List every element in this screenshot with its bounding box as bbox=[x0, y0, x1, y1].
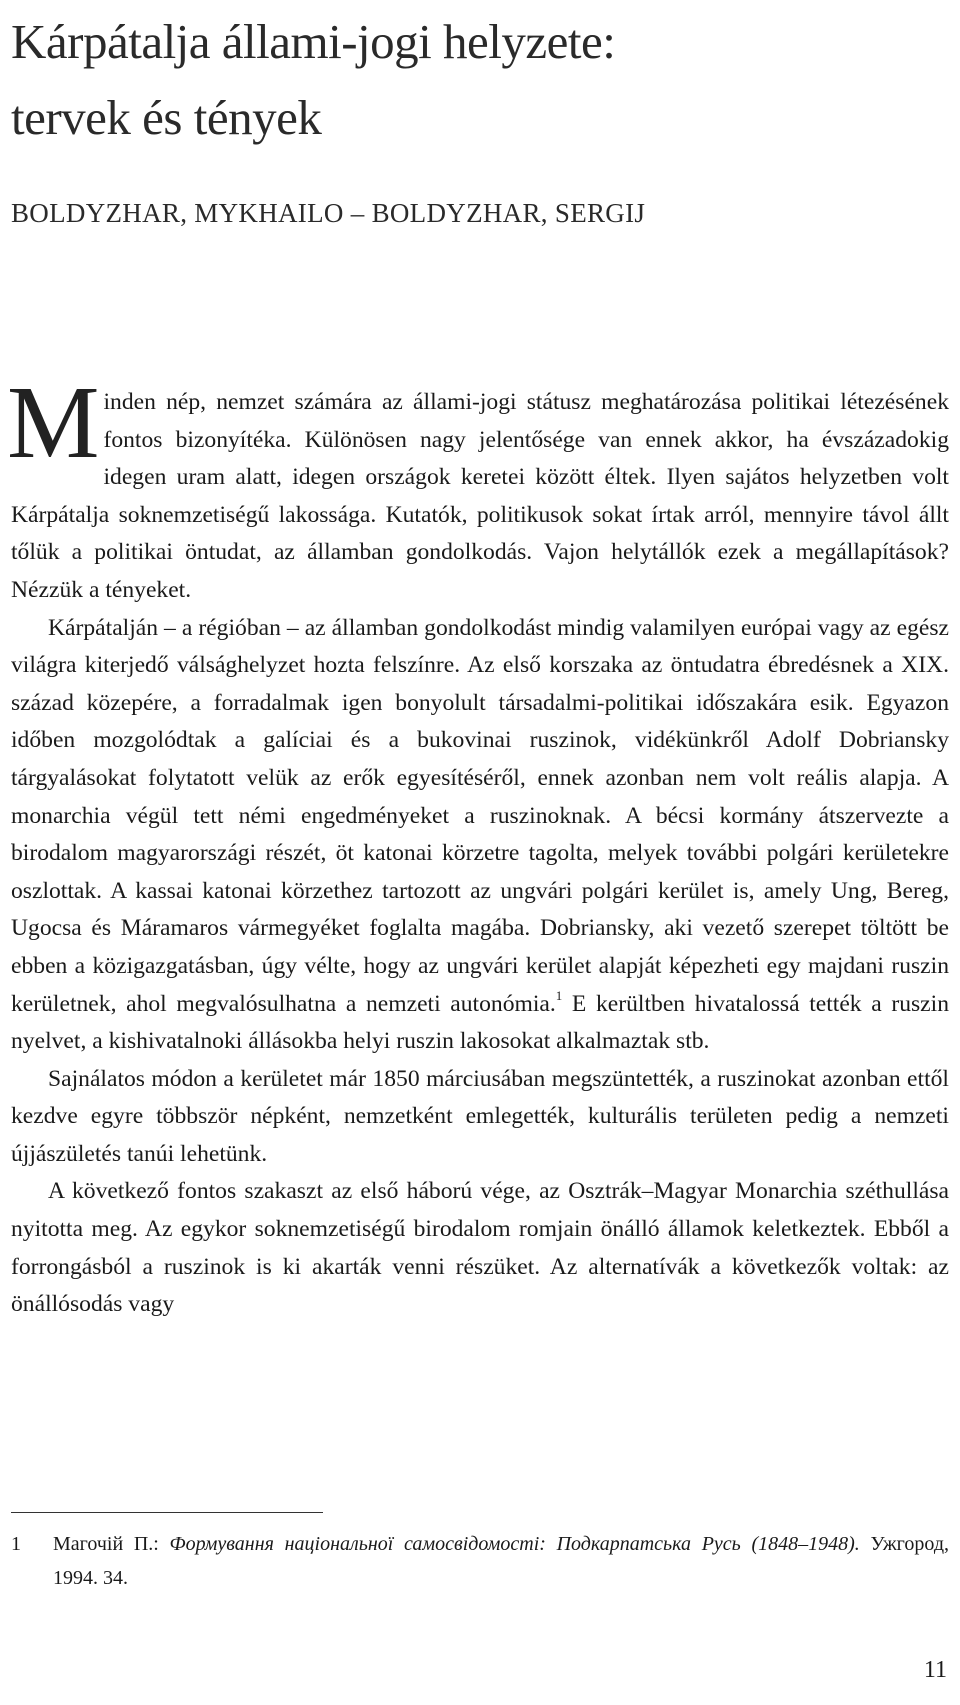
paragraph-3: Sajnálatos módon a kerületet már 1850 márciusában megszüntették, a ruszinokat azonban ettől kezdve egyre többször népként, nemzetként emlegették, kulturális területen pedig a nemzeti újjászületés tanúi lehetünk. bbox=[11, 1065, 949, 1167]
footnote bbox=[11, 1527, 949, 1595]
paragraph-2 bbox=[11, 610, 949, 1061]
footnote-reference[interactable]: 1 bbox=[555, 987, 563, 1003]
footnote-title: Формування національної самосвідомості: Подкарпатська Русь (1848–1948). bbox=[169, 1533, 860, 1555]
paragraph-1-text: inden nép, nemzet számára az állami-jogi státusz meghatározása politikai létezésének fontos bizonyítéka. Különösen nagy jelentősége van ennek akkor, ha évszázadokig idegen uram alatt, idegen országok keretei között éltek. Ilyen sajátos helyzetben volt Kárpátalja soknemzetiségű lakossága. Kutatók, politikusok sokat írtak arról, mennyire távol állt tőlük a politikai öntudat, az államban gondolkodás. Vajon helytállók ezek a megállapítások? Nézzük a tényeket. bbox=[11, 389, 949, 603]
footnote-number: 1 bbox=[11, 1533, 21, 1555]
article-authors: BOLDYZHAR, MYKHAILO – BOLDYZHAR, SERGIJ bbox=[11, 198, 646, 228]
paragraph-1 bbox=[7, 365, 949, 610]
article-body bbox=[7, 365, 950, 1324]
article-title-line-2: tervek és tények bbox=[11, 90, 322, 145]
footnote-publication: Ужгород, 1994. 34. bbox=[53, 1533, 949, 1589]
article-title-line-1: Kárpátalja állami-jogi helyzete: bbox=[11, 14, 616, 69]
paragraph-4: A következő fontos szakaszt az első háború vége, az Osztrák–Magyar Monarchia széthullása nyitotta meg. Az egykor soknemzetiségű birodalom romjain önálló államok keletkeztek. Ebből a forrongásból a ruszinok is ki akarták venni részüket. Az alternatívák a következők voltak: az önállósodás vagy bbox=[11, 1178, 949, 1318]
page-number: 11 bbox=[923, 1657, 947, 1683]
article-title bbox=[11, 4, 615, 156]
footnote-author: Магочій П.: bbox=[53, 1533, 170, 1555]
paragraph-2-text-continued: E kerültben hivatalossá tették a ruszin nyelvet, a kishivatalnoki állásokba helyi ruszin lakosokat alkalmaztak stb. bbox=[11, 990, 950, 1055]
paragraph-2-text: Kárpátalján – a régióban – az államban gondolkodást mindig valamilyen európai vagy az egész világra kiterjedő válsághelyzet hozta felszínre. Az első korszaka az öntudatra ébredésnek a XIX. század közepére, a forradalmak igen bonyolult társadalmi-politikai időszakára esik. Egyazon időben mozgolódtak a galíciai és a bukovinai ruszinok, vidékünkről Adolf Dobriansky tárgyalásokat folytatott velük az erők egyesítéséről, ennek azonban nem volt reális alapja. A monarchia végül tett némi engedményeket a ruszinoknak. A bécsi kormány átszervezte a birodalom magyarországi részét, öt katonai körzetre tagolta, melyek további polgári kerületekre oszlottak. A kassai katonai körzethez tartozott az ungvári polgári kerület is, amely Ung, Bereg, Ugocsa és Máramaros vármegyéket foglalta magába. Dobriansky, aki vezető szerepet töltött be ebben a közigazgatásban, úgy vélte, hogy az ungvári kerület alapját képezheti egy majdani ruszin kerületnek, ahol megvalósulhatna a nemzeti autonómia. bbox=[11, 614, 949, 1017]
footnote-divider bbox=[11, 1512, 323, 1513]
document-page bbox=[7, 0, 950, 1705]
footnote-text bbox=[53, 1527, 949, 1595]
drop-cap: M bbox=[7, 365, 100, 480]
